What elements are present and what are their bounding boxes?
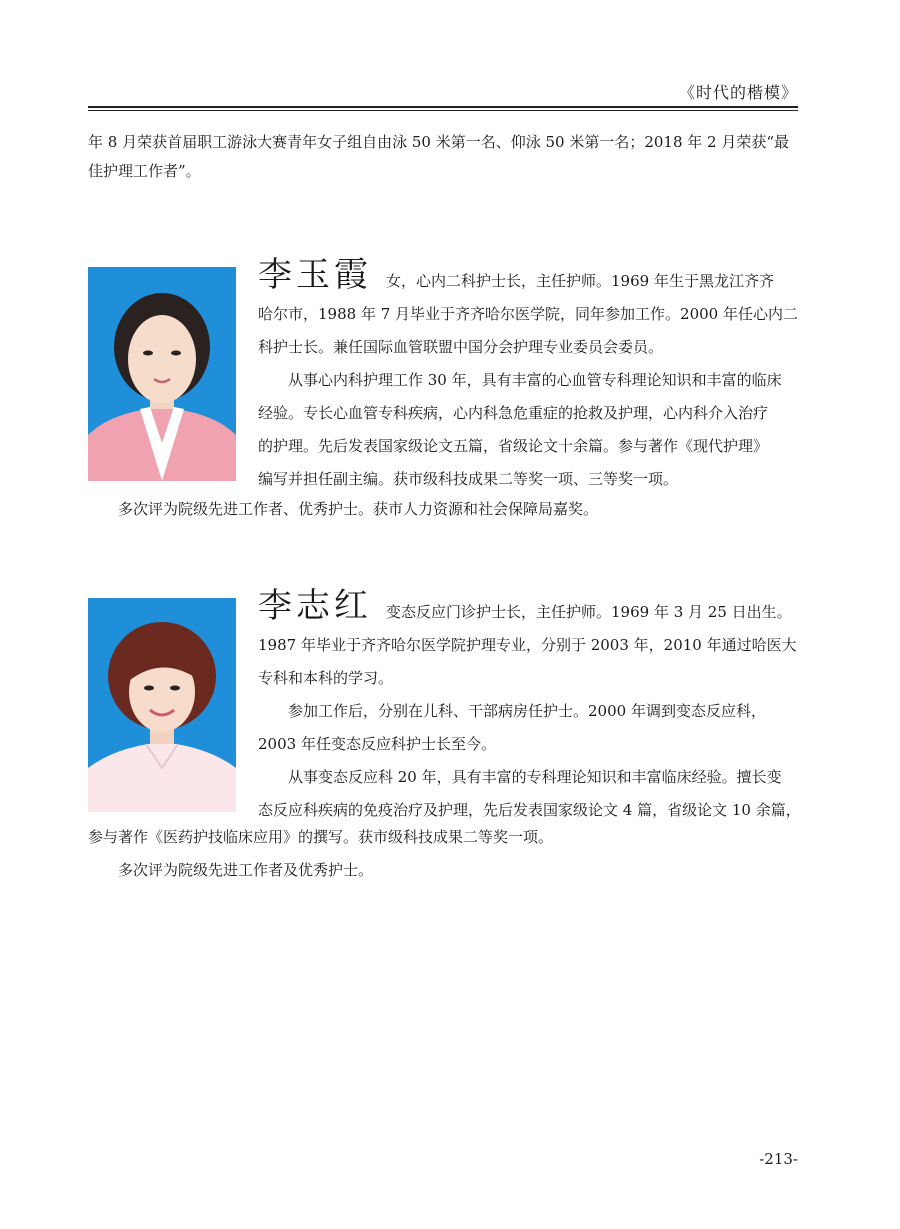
header-rule-thin xyxy=(88,110,798,111)
profile-line: 经验。专长心血管专科疾病，心内科急危重症的抢救及护理，心内科介入治疗 xyxy=(258,404,769,422)
portrait-photo xyxy=(88,267,236,481)
profile-line: 参与著作《医药护技临床应用》的撰写。获市级科技成果二等奖一项。 xyxy=(88,828,554,846)
profile-line: 从事心内科护理工作 30 年，具有丰富的心血管专科理论知识和丰富的临床 xyxy=(288,371,782,389)
page-number: -213- xyxy=(759,1150,798,1168)
portrait-illustration xyxy=(88,267,236,481)
profile-line: 态反应科疾病的免疫治疗及护理，先后发表国家级论文 4 篇，省级论文 10 余篇， xyxy=(258,801,801,819)
page-header-title: 《时代的楷模》 xyxy=(678,83,798,102)
profile-name: 李玉霞 xyxy=(258,255,372,295)
profile-text xyxy=(258,255,798,496)
profile-name: 李志红 xyxy=(258,586,372,626)
profile-line: 专科和本科的学习。 xyxy=(258,669,394,687)
profile-line: 的护理。先后发表国家级论文五篇，省级论文十余篇。参与著作《现代护理》 xyxy=(258,437,769,455)
profile-line: 多次评为院级先进工作者及优秀护士。 xyxy=(118,861,374,879)
profile-line: 从事变态反应科 20 年，具有丰富的专科理论知识和丰富临床经验。擅长变 xyxy=(288,768,782,786)
intro-line: 年 8 月荣获首届职工游泳大赛青年女子组自由泳 50 米第一名、仰泳 50 米第一名；2018 年 2 月荣获“最 xyxy=(88,133,790,151)
profile-line: 编写并担任副主编。获市级科技成果二等奖一项、三等奖一项。 xyxy=(258,470,679,488)
profile-line: 哈尔市，1988 年 7 月毕业于齐齐哈尔医学院，同年参加工作。2000 年任心内二 xyxy=(258,305,798,323)
profile-line: 科护士长。兼任国际血管联盟中国分会护理专业委员会委员。 xyxy=(258,338,664,356)
intro-line: 佳护理工作者”。 xyxy=(88,162,201,180)
profile-line: 多次评为院级先进工作者、优秀护士。获市人力资源和社会保障局嘉奖。 xyxy=(118,500,599,518)
portrait-illustration xyxy=(88,598,236,812)
profile-text xyxy=(258,586,801,827)
profile-line: 2003 年任变态反应科护士长至今。 xyxy=(258,735,496,753)
header-rule-thick xyxy=(88,106,798,108)
portrait-photo xyxy=(88,598,236,812)
profile-full-line xyxy=(88,821,798,887)
profile-line: 1987 年毕业于齐齐哈尔医学院护理专业，分别于 2003 年，2010 年通过哈医大 xyxy=(258,636,797,654)
profile-line: 变态反应门诊护士长，主任护师。1969 年 3 月 25 日出生。 xyxy=(386,603,792,621)
profile-line: 女，心内二科护士长，主任护师。1969 年生于黑龙江齐齐 xyxy=(386,272,774,290)
profile-full-line xyxy=(88,493,798,526)
intro-paragraph xyxy=(88,128,798,186)
profile-line: 参加工作后，分别在儿科、干部病房任护士。2000 年调到变态反应科， xyxy=(288,702,766,720)
